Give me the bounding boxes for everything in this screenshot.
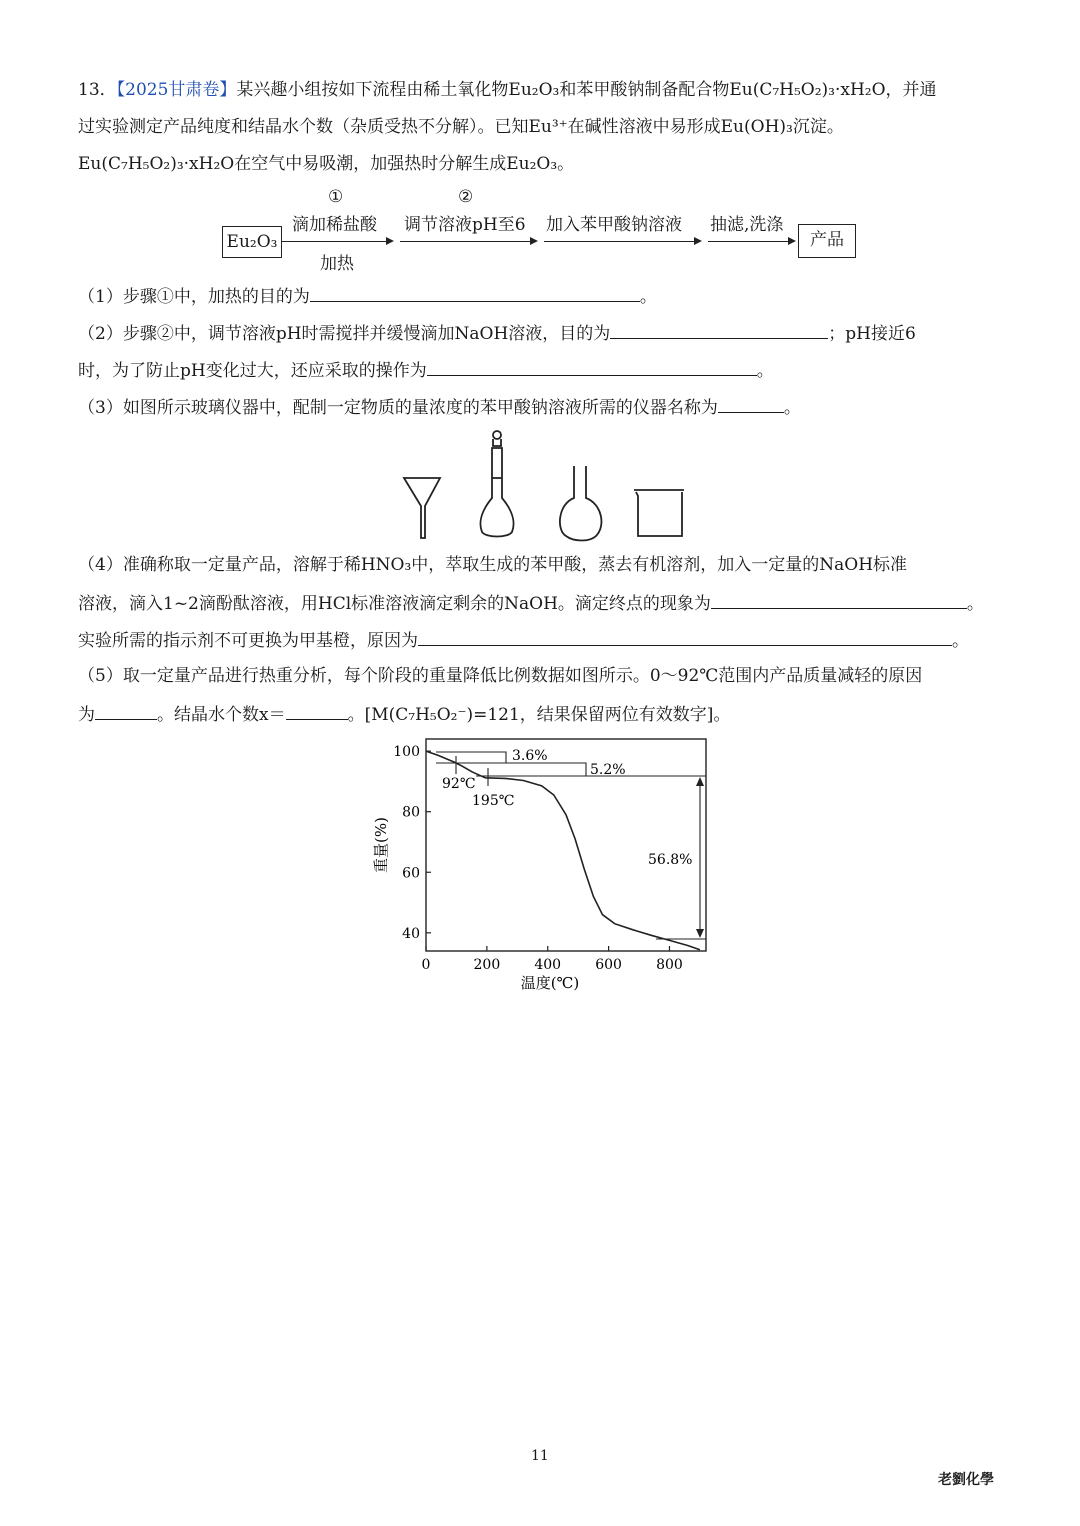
part-4-text-2-end: 。 xyxy=(966,594,984,614)
part-3-blank[interactable] xyxy=(718,394,784,413)
flow-end-box: 产品 xyxy=(798,224,856,258)
question-intro-line-3: Eu(C₇H₅O₂)₃·xH₂O在空气中易吸潮，加强热时分解生成Eu₂O₃。 xyxy=(78,154,575,174)
part-4-text-3: 实验所需的指示剂不可更换为甲基橙，原因为 xyxy=(78,631,418,651)
x-axis-ticks xyxy=(422,946,683,973)
flow-step1-label: 滴加稀盐酸 xyxy=(292,215,377,235)
question-intro-text-1: 某兴趣小组按如下流程由稀土氧化物Eu₂O₃和苯甲酸钠制备配合物Eu(C₇H₅O₂)₃·xH₂O，并通 xyxy=(236,80,937,100)
part-3-end: 。 xyxy=(783,398,801,418)
y-axis-label: 重量(%) xyxy=(372,817,390,873)
part-2-line-2 xyxy=(78,357,774,383)
y-tick-label: 40 xyxy=(402,925,420,942)
part-2-text-1-end: ；pH接近6 xyxy=(828,324,916,344)
flow-step3-label: 加入苯甲酸钠溶液 xyxy=(546,215,682,235)
part-5-text-pre: 为 xyxy=(78,705,95,725)
arrow-head-down xyxy=(696,929,704,938)
arrow-head-up xyxy=(696,777,704,786)
part-5-text-mid: 。结晶水个数x＝ xyxy=(157,705,286,725)
x-tick-label: 0 xyxy=(421,957,431,973)
annotation-label: 92℃ xyxy=(442,776,476,792)
question-intro-line-2: 过实验测定产品纯度和结晶水个数（杂质受热不分解）。已知Eu³⁺在碱性溶液中易形成Eu(OH)₃沉淀。 xyxy=(78,117,844,137)
flow-arrow-4 xyxy=(708,241,794,242)
round-bottom-flask-icon xyxy=(560,466,602,541)
y-tick-label: 100 xyxy=(393,744,420,761)
annotation-label: 56.8% xyxy=(648,852,693,868)
x-tick-label: 800 xyxy=(656,957,683,973)
part-3-text: （3）如图所示玻璃仪器中，配制一定物质的量浓度的苯甲酸钠溶液所需的仪器名称为 xyxy=(78,398,718,418)
part-4-line-1: （4）准确称取一定量产品，溶解于稀HNO₃中，萃取生成的苯甲酸，蒸去有机溶剂，加入一定量的NaOH标准 xyxy=(78,555,908,575)
flow-step1-number: ① xyxy=(328,187,344,207)
part-3 xyxy=(78,394,801,420)
flow-step1-condition: 加热 xyxy=(320,254,354,274)
part-1-text: （1）步骤①中，加热的目的为 xyxy=(78,287,310,307)
chart-annotations xyxy=(436,748,706,939)
flow-arrow-1 xyxy=(282,241,392,242)
part-4-blank-1[interactable] xyxy=(711,590,967,609)
part-2-line-1 xyxy=(78,320,916,346)
part-5-blank-2[interactable] xyxy=(286,701,348,720)
annotation-label: 3.6% xyxy=(512,748,548,764)
volumetric-flask-icon xyxy=(480,431,513,537)
part-4-blank-2[interactable] xyxy=(418,627,952,646)
part-1-blank[interactable] xyxy=(310,283,640,302)
annotation-label: 195℃ xyxy=(472,793,515,809)
flow-start-box: Eu₂O₃ xyxy=(222,226,282,258)
question-source: 【2025甘肃卷】 xyxy=(116,80,237,100)
part-1-end: 。 xyxy=(639,287,657,307)
part-2-text-2-end: 。 xyxy=(756,361,774,381)
part-5-text-end: 。[M(C₇H₅O₂⁻)=121，结果保留两位有效数字]。 xyxy=(347,705,731,725)
thermogravimetric-chart xyxy=(360,730,740,1000)
x-tick-label: 400 xyxy=(534,957,562,973)
flow-step2-number: ② xyxy=(458,187,474,207)
step-bracket-2 xyxy=(476,763,586,776)
y-tick-label: 60 xyxy=(402,865,420,882)
annotation-label: 5.2% xyxy=(590,762,626,778)
part-4-line-2 xyxy=(78,590,984,616)
flow-arrow-2 xyxy=(400,241,536,242)
page-number: 11 xyxy=(531,1448,549,1464)
part-5-line-1: （5）取一定量产品进行热重分析，每个阶段的重量降低比例数据如图所示。0～92℃范围内产品质量减轻的原因 xyxy=(78,666,923,686)
part-1 xyxy=(78,283,657,309)
beaker-icon xyxy=(634,490,684,536)
x-tick-label: 600 xyxy=(595,957,622,973)
x-axis-label: 温度(℃) xyxy=(520,974,580,992)
part-5-line-2 xyxy=(78,701,730,727)
brand-watermark: 老劉化學 xyxy=(938,1472,994,1488)
x-tick-label: 200 xyxy=(473,957,501,973)
funnel-icon xyxy=(404,478,440,538)
flow-step4-label: 抽滤,洗涤 xyxy=(710,215,784,235)
part-4-text-2: 溶液，滴入1~2滴酚酞溶液，用HCl标准溶液滴定剩余的NaOH。滴定终点的现象为 xyxy=(78,594,711,614)
part-2-text-1: （2）步骤②中，调节溶液pH时需搅拌并缓慢滴加NaOH溶液，目的为 xyxy=(78,324,611,344)
plot-frame xyxy=(426,739,706,951)
y-tick-label: 80 xyxy=(402,804,420,821)
part-4-text-3-end: 。 xyxy=(952,631,969,651)
part-2-blank-1[interactable] xyxy=(610,320,828,339)
flow-arrow-3 xyxy=(544,241,700,242)
part-2-text-2: 时，为了防止pH变化过大，还应采取的操作为 xyxy=(78,361,427,381)
question-number: 13． xyxy=(78,80,117,100)
step-bracket-1 xyxy=(436,752,506,763)
part-2-blank-2[interactable] xyxy=(427,357,757,376)
question-intro-line-1 xyxy=(78,78,937,102)
flow-step2-label: 调节溶液pH至6 xyxy=(404,215,526,235)
part-5-blank-1[interactable] xyxy=(95,701,157,720)
glassware-figure xyxy=(396,426,696,542)
part-4-line-3 xyxy=(78,627,969,653)
